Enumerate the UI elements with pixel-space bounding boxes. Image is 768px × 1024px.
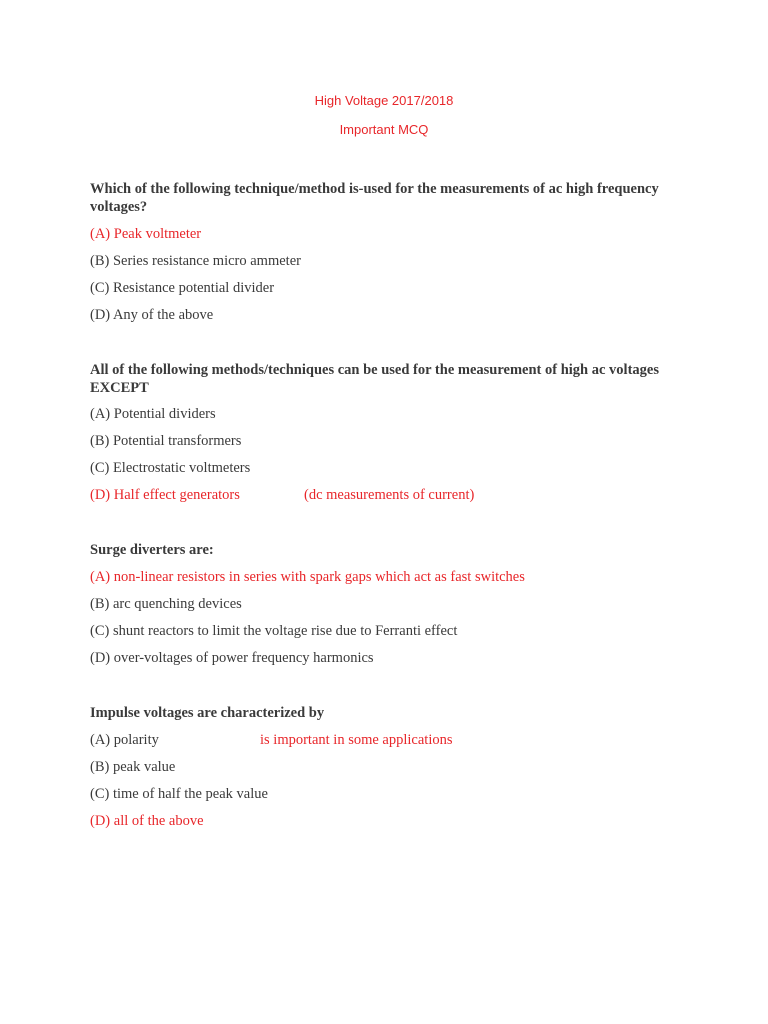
question-2-option-c: (C) Electrostatic voltmeters: [90, 460, 251, 476]
question-4-option-c: (C) time of half the peak value: [90, 786, 268, 802]
question-1-option-b: (B) Series resistance micro ammeter: [90, 253, 301, 269]
question-2-option-d: (D) Half effect generators: [90, 487, 240, 503]
question-1-option-c: (C) Resistance potential divider: [90, 280, 275, 296]
question-2-note: (dc measurements of current): [304, 487, 475, 503]
question-3-option-a: (A) non-linear resistors in series with spark gaps which act as fast switches: [90, 569, 525, 585]
document-subtitle: Important MCQ: [339, 122, 429, 137]
question-3-option-c: (C) shunt reactors to limit the voltage rise due to Ferranti effect: [90, 623, 458, 639]
question-4-option-d: (D) all of the above: [90, 813, 204, 829]
question-2-option-b: (B) Potential transformers: [90, 433, 242, 449]
question-2-text: All of the following methods/techniques can be used for the measurement of high ac voltages EXCEPT: [90, 362, 659, 396]
document-title: High Voltage 2017/2018: [314, 93, 454, 108]
question-2-option-a: (A) Potential dividers: [90, 406, 216, 422]
question-4-text: Impulse voltages are characterized by: [90, 705, 325, 721]
question-3-option-d: (D) over-voltages of power frequency harmonics: [90, 650, 374, 666]
question-3-option-b: (B) arc quenching devices: [90, 596, 242, 612]
question-1-text: Which of the following technique/method is-used for the measurements of ac high frequency voltages?: [90, 181, 659, 215]
question-3-text: Surge diverters are:: [90, 542, 214, 558]
question-4-note: is important in some applications: [260, 732, 453, 748]
question-4-option-b: (B) peak value: [90, 759, 176, 775]
question-1-option-a: (A) Peak voltmeter: [90, 226, 202, 242]
question-4-option-a: (A) polarity: [90, 732, 159, 748]
question-1-option-d: (D) Any of the above: [90, 307, 214, 323]
